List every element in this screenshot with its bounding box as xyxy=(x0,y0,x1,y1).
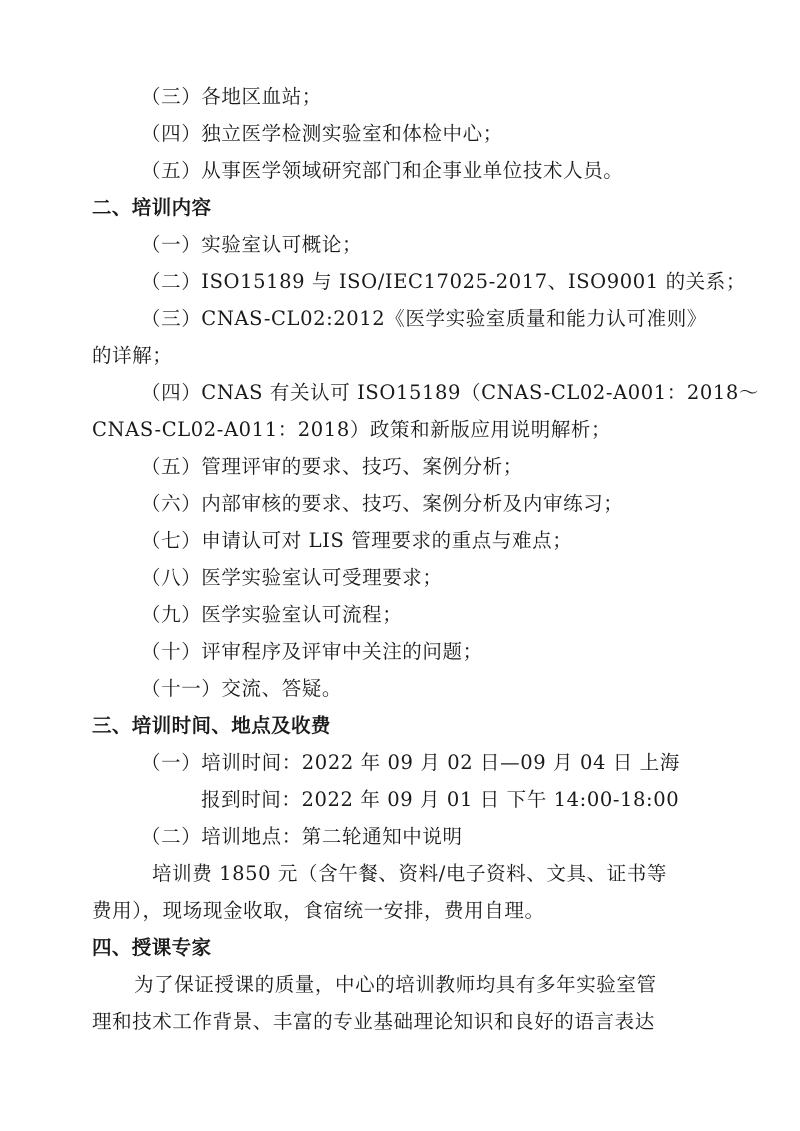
section1-item-3: （三）各地区血站； xyxy=(141,85,322,108)
instructor-para-line-1: 为了保证授课的质量，中心的培训教师均具有多年实验室管 xyxy=(134,973,657,996)
section3-heading: 三、培训时间、地点及收费 xyxy=(92,714,331,737)
section4-heading: 四、授课专家 xyxy=(92,936,212,959)
fee-line-2: 费用），现场现金收取，食宿统一安排，费用自理。 xyxy=(92,899,545,922)
section2-item-3: （三）CNAS-CL02:2012《医学实验室质量和能力认可准则》 xyxy=(141,307,707,330)
section2-item-3-cont: 的详解； xyxy=(92,344,173,367)
section1-item-4: （四）独立医学检测实验室和体检中心； xyxy=(141,122,503,145)
section2-item-11: （十一）交流、答疑。 xyxy=(141,677,343,700)
section1-item-5: （五）从事医学领域研究部门和企事业单位技术人员。 xyxy=(141,159,624,182)
section2-item-8: （八）医学实验室认可受理要求； xyxy=(141,566,443,589)
section2-item-5: （五）管理评审的要求、技巧、案例分析； xyxy=(141,455,523,478)
section2-item-4: （四）CNAS 有关认可 ISO15189（CNAS-CL02-A001：2018～ xyxy=(141,381,760,404)
section2-heading: 二、培训内容 xyxy=(92,196,212,219)
section2-item-7: （七）申请认可对 LIS 管理要求的重点与难点； xyxy=(141,529,573,552)
instructor-para-line-2: 理和技术工作背景、丰富的专业基础理论知识和良好的语言表达 xyxy=(92,1010,655,1033)
section2-item-1: （一）实验室认可概论； xyxy=(141,233,363,256)
checkin-time-line: 报到时间：2022 年 09 月 01 日 下午 14:00-18:00 xyxy=(201,788,680,811)
fee-line-1: 培训费 1850 元（含午餐、资料/电子资料、文具、证书等 xyxy=(152,862,667,885)
section2-item-9: （九）医学实验室认可流程； xyxy=(141,603,403,626)
training-time-line: （一）培训时间：2022 年 09 月 02 日—09 月 04 日 上海 xyxy=(141,751,680,774)
section2-item-6: （六）内部审核的要求、技巧、案例分析及内审练习； xyxy=(141,492,624,515)
training-place-line: （二）培训地点：第二轮通知中说明 xyxy=(141,825,463,848)
section2-item-4-cont: CNAS-CL02-A011：2018）政策和新版应用说明解析； xyxy=(92,418,612,441)
section2-item-2: （二）ISO15189 与 ISO/IEC17025-2017、ISO9001 的关系； xyxy=(141,270,746,293)
section2-item-10: （十）评审程序及评审中关注的问题； xyxy=(141,640,483,663)
